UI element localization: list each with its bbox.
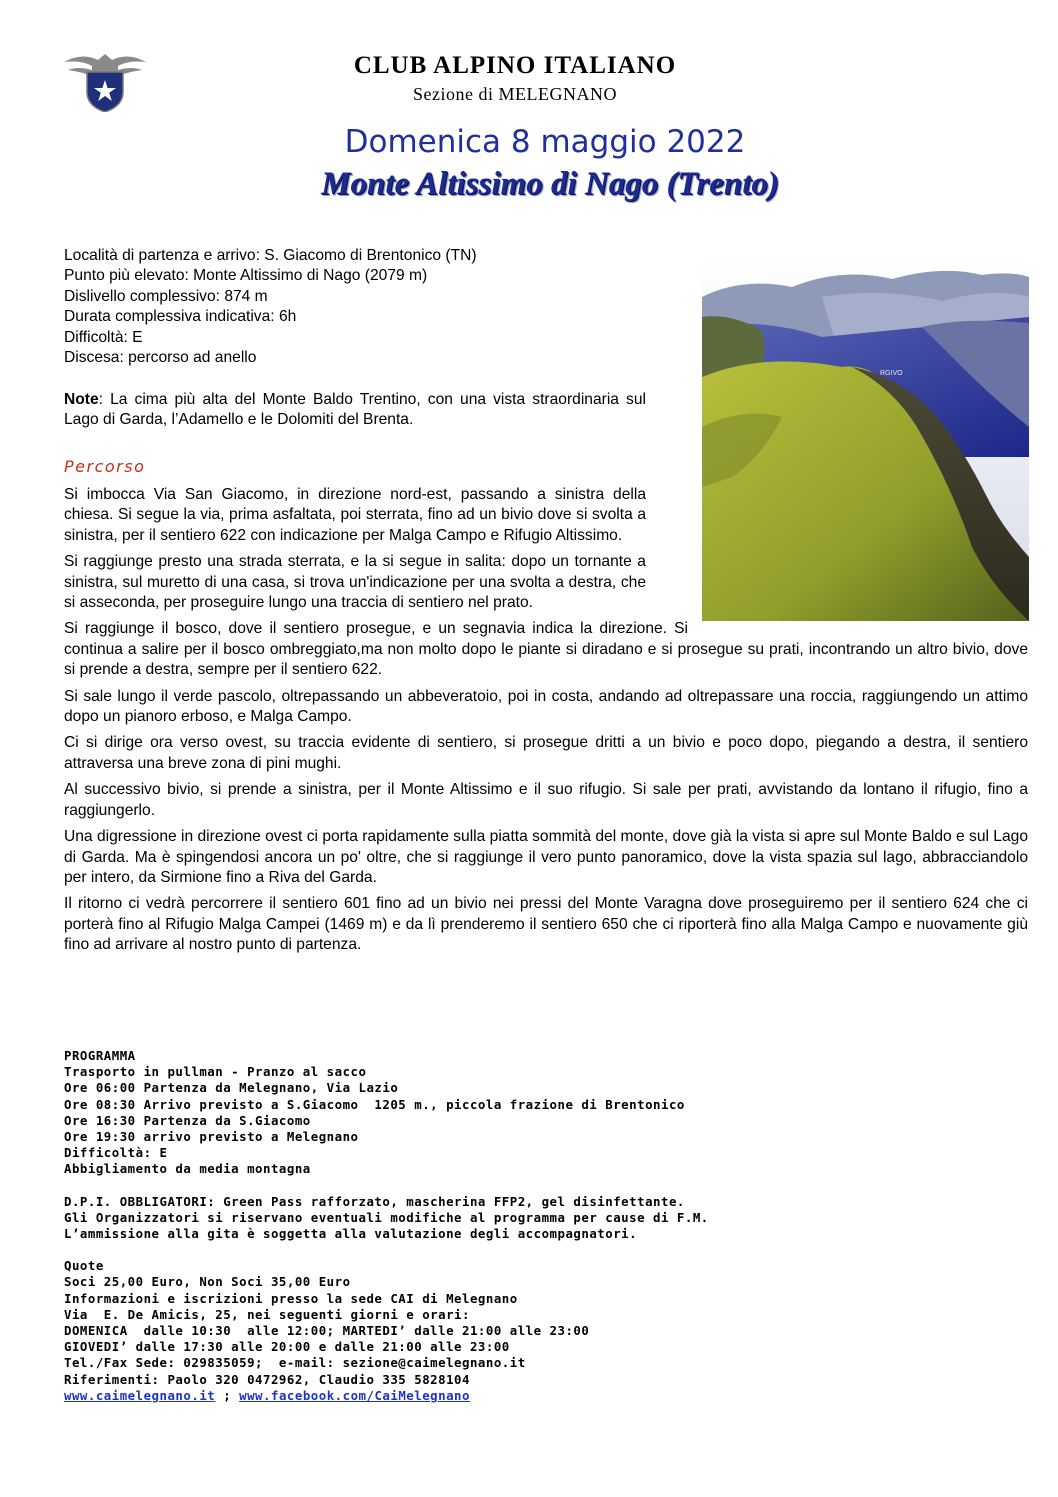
quote-line: Via E. De Amicis, 25, nei seguenti giorni e orari: [64, 1306, 470, 1322]
programma-line: Trasporto in pullman - Pranzo al sacco [64, 1064, 367, 1080]
spacer [64, 1178, 964, 1194]
info-item: Discesa: percorso ad anello [64, 349, 257, 367]
info-item: Durata complessiva indicativa: 6h [64, 308, 297, 326]
org-name: CLUB ALPINO ITALIANO [353, 52, 677, 79]
percorso-paragraph: Al successivo bivio, si prende a sinistra, per il Monte Altissimo e il suo rifugio. Si sale per prati, avvistando da lontano il rifugio, fino a raggiungerlo. [64, 781, 1028, 819]
percorso-paragraph: Ci si dirige ora verso ovest, su traccia evidente di sentiero, si prosegue dritti a un bivio e poco dopo, piegando a destra, il sentiero attraversa una breve zona di pini mughi. [64, 734, 1028, 772]
percorso-heading: Percorso [64, 457, 146, 476]
event-date: Domenica 8 maggio 2022 [344, 124, 746, 160]
quote-line: Soci 25,00 Euro, Non Soci 35,00 Euro [64, 1274, 351, 1290]
info-item: Dislivello complessivo: 874 m [64, 287, 268, 305]
programma-line: Abbigliamento da media montagna [64, 1161, 311, 1177]
quote-line: Riferimenti: Paolo 320 0472962, Claudio 335 5828104 [64, 1371, 470, 1387]
cai-logo-icon [62, 50, 148, 112]
quote-line: Tel./Fax Sede: 029835059; e-mail: sezione@caimelegnano.it [64, 1355, 526, 1371]
programma-line: Ore 08:30 Arrivo previsto a S.Giacomo 1205 m., piccola frazione di Brentonico [64, 1096, 685, 1112]
programma-line: Ore 19:30 arrivo previsto a Melegnano [64, 1129, 359, 1145]
photo-spacer [688, 619, 1028, 639]
note-label: Note [64, 391, 99, 408]
quote-line: GIOVEDI’ dalle 17:30 alle 20:00 e dalle 21:00 alle 23:00 [64, 1339, 510, 1355]
info-item: Difficoltà: E [64, 328, 143, 346]
percorso-paragraph: Si sale lungo il verde pascolo, oltrepassando un abbeveratoio, poi in costa, andando ad oltrepassare una roccia, raggiungendo un attimo dopo un pianoro erboso, e Malga Campo. [64, 687, 1028, 726]
programma-line: Difficoltà: E [64, 1145, 168, 1161]
percorso-paragraph: Una digressione in direzione ovest ci porta rapidamente sulla piatta sommità del monte, dove già la vista si apre sul Monte Baldo e sul Lago di Garda. Ma è spingendosi ancora un po' oltre, che si raggiunge il vero punto panoramico, dove la vista spazia sul lago, abbracciandolo per intero, da Sirmione fino a Riva del Garda. [64, 828, 1028, 886]
info-list [64, 246, 664, 368]
quote-line: DOMENICA dalle 10:30 alle 12:00; MARTEDI’ dalle 21:00 alle 23:00 [64, 1323, 590, 1339]
svg-text:RGIVO: RGIVO [880, 370, 903, 377]
programma-note: D.P.I. OBBLIGATORI: Green Pass rafforzato, mascherina FFP2, gel disinfettante. [64, 1193, 685, 1209]
facebook-link[interactable]: www.facebook.com/CaiMelegnano [239, 1387, 470, 1403]
programma-section [64, 1048, 964, 1404]
programma-line: Ore 06:00 Partenza da Melegnano, Via Lazio [64, 1080, 399, 1096]
info-item: Località di partenza e arrivo: S. Giacomo di Brentonico (TN) [64, 247, 477, 264]
section-name: Sezione di MELEGNANO [413, 84, 617, 104]
links-line [64, 1388, 964, 1404]
quote-heading: Quote [64, 1258, 104, 1274]
note-paragraph [64, 390, 646, 431]
event-title: Monte Altissimo di Nago (Trento) [321, 166, 779, 202]
spacer [64, 1242, 964, 1258]
percorso-paragraph [64, 619, 1028, 680]
website-link[interactable]: www.caimelegnano.it [64, 1387, 216, 1403]
quote-line: Informazioni e iscrizioni presso la sede CAI di Melegnano [64, 1290, 518, 1306]
mountain-lake-photo-icon [702, 257, 1029, 621]
percorso-paragraph: Si imbocca Via San Giacomo, in direzione nord-est, passando a sinistra della chiesa. Si segue la via, prima asfaltata, poi sterrata, fino ad un bivio dove si svolta a sinistra, per il sentiero 622 con indicazione per Malga Campo e Rifugio Altissimo. [64, 486, 646, 544]
percorso-paragraph-text: Si raggiunge il bosco, dove il sentiero prosegue, e un segnavia indica la direzione. Si continua a salire per il bosco ombreggiato,ma non molto dopo le piante si diradano e si prosegue su prati, incontrando un altro bivio, dove si prende a destra, sempre per il sentiero 622. [64, 620, 1028, 679]
percorso-paragraph: Si raggiunge presto una strada sterrata, e la si segue in salita: dopo un tornante a sinistra, sul muretto di una casa, si trova un'indicazione per una svolta a destra, che si asseconda, per proseguire lungo una traccia di sentiero nel prato. [64, 553, 646, 612]
link-separator: ; [215, 1387, 240, 1403]
programma-line: Ore 16:30 Partenza da S.Giacomo [64, 1112, 311, 1128]
programma-note: L’ammissione alla gita è soggetta alla valutazione degli accompagnatori. [64, 1226, 638, 1242]
percorso-paragraph: Il ritorno ci vedrà percorrere il sentiero 601 fino ad un bivio nei pressi del Monte Varagna dove proseguiremo per il sentiero 624 che ci porterà fino al Rifugio Malga Campei (1469 m) e da lì prenderemo il sentiero 650 che ci riporterà fino alla Malga Campo e nuovamente giù fino ad arrivare al nostro punto di partenza. [64, 895, 1028, 954]
programma-heading: PROGRAMMA [64, 1048, 136, 1063]
programma-note: Gli Organizzatori si riservano eventuali modifiche al programma per cause di F.M. [64, 1209, 709, 1225]
info-item: Punto più elevato: Monte Altissimo di Nago (2079 m) [64, 267, 428, 285]
note-text: : La cima più alta del Monte Baldo Trentino, con una vista straordinaria sul Lago di Garda, l’Adamello e le Dolomiti del Brenta. [64, 391, 646, 429]
